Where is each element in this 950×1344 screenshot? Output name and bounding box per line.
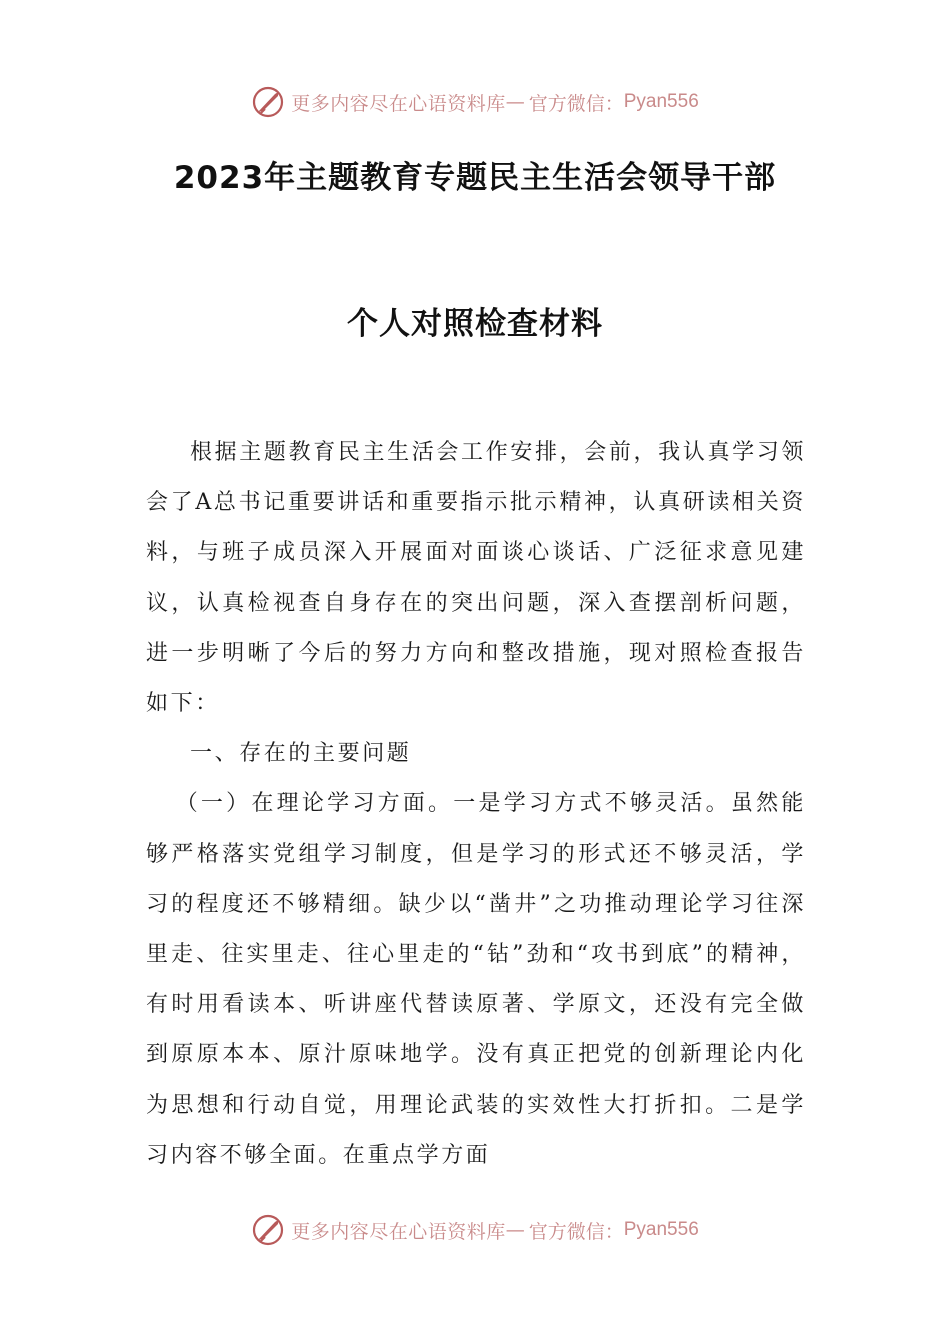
watermark-separator: —	[505, 1219, 525, 1241]
document-body	[146, 428, 806, 1181]
intro-paragraph: 根据主题教育民主生活会工作安排，会前，我认真学习领会了A总书记重要讲话和重要指示批示精神，认真研读相关资料，与班子成员深入开展面对面谈心谈话、广泛征求意见建议，认真检视查自身存在的突出问题，深入查摆剖析问题，进一步明晰了今后的努力方向和整改措施，现对照检查报告如下：	[146, 440, 806, 717]
quill-logo-icon	[251, 85, 285, 119]
watermark-handle: Pyan556	[623, 1219, 699, 1240]
watermark-handle: Pyan556	[623, 91, 699, 112]
watermark-contact-label: 官方微信：	[528, 92, 624, 115]
section-heading: 一、存在的主要问题	[190, 741, 412, 767]
quill-logo-icon	[251, 1213, 285, 1247]
watermark-brand: 更多内容尽在心语资料库	[291, 92, 506, 115]
document-title-line2: 个人对照检查材料	[347, 306, 603, 342]
watermark-header	[0, 78, 950, 126]
watermark-separator: —	[505, 91, 525, 113]
document-title-line1: 2023年主题教育专题民主生活会领导干部	[173, 160, 777, 196]
watermark-brand: 更多内容尽在心语资料库	[291, 1220, 506, 1243]
watermark-footer	[0, 1206, 950, 1254]
watermark-contact-label: 官方微信：	[528, 1220, 624, 1243]
section-paragraph: （一）在理论学习方面。一是学习方式不够灵活。虽然能够严格落实党组学习制度，但是学习的形式还不够灵活，学习的程度还不够精细。缺少以“凿井”之功推动理论学习往深里走、往实里走、往心里走的“钻”劲和“攻书到底”的精神，有时用看读本、听讲座代替读原著、学原文，还没有完全做到原原本本、原汁原味地学。没有真正把党的创新理论内化为思想和行动自觉，用理论武装的实效性大打折扣。二是学习内容不够全面。在重点学方面	[146, 791, 806, 1168]
